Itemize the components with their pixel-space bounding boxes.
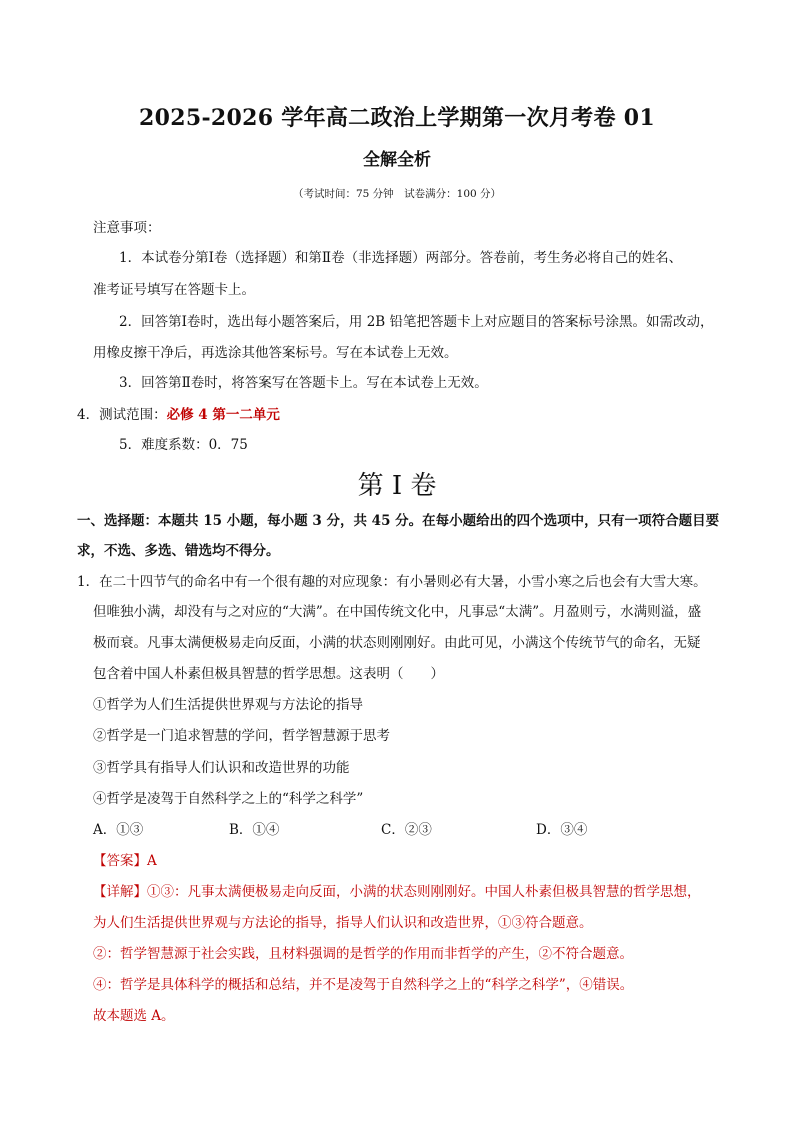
option-a: A．①③ [93, 822, 144, 838]
statement-2: ②哲学是一门追求智慧的学问，哲学智慧源于思考 [93, 728, 390, 744]
option-c: C．②③ [381, 822, 432, 838]
note-2-line-2: 用橡皮擦干净后，再选涂其他答案标号。写在本试卷上无效。 [93, 345, 458, 361]
volume-title: 第 I 卷 [357, 471, 437, 501]
exam-info: （考试时间：75 分钟 试卷满分：100 分） [292, 188, 502, 200]
question-1-stem-line-2: 但唯独小满，却没有与之对应的“大满”。在中国传统文化中，凡事忌“太满”。月盈则亏，水满则溢，盛 [93, 604, 702, 620]
note-5: 5．难度系数：0．75 [119, 437, 248, 453]
section-instruction-line-2: 求，不选、多选、错选均不得分。 [77, 543, 280, 559]
note-3: 3．回答第Ⅱ卷时，将答案写在答题卡上。写在本试卷上无效。 [119, 375, 488, 391]
test-scope: 必修 4 第一二单元 [166, 407, 280, 423]
detail-line-1: 【详解】①③：凡事太满便极易走向反面，小满的状态则刚刚好。中国人朴素但极具智慧的哲学思想， [93, 884, 701, 900]
question-1-stem-line-3: 极而衰。凡事太满便极易走向反面，小满的状态则刚刚好。由此可见，小满这个传统节气的命名，无疑 [93, 635, 701, 651]
page-subtitle: 全解全析 [363, 150, 431, 170]
statement-4: ④哲学是凌驾于自然科学之上的“科学之科学” [93, 791, 364, 807]
note-2-line-1: 2．回答第Ⅰ卷时，选出每小题答案后，用 2B 铅笔把答题卡上对应题目的答案标号涂黑。如需改动， [119, 314, 714, 330]
page-title: 2025-2026 学年高二政治上学期第一次月考卷 01 [139, 105, 655, 131]
answer: 【答案】A [93, 853, 157, 869]
notes-heading: 注意事项： [93, 220, 161, 236]
detail-line-4: ④：哲学是具体科学的概括和总结，并不是凌驾于自然科学之上的“科学之科学”，④错误。 [93, 977, 634, 993]
conclusion: 故本题选 A。 [93, 1008, 175, 1024]
note-4 [77, 405, 280, 425]
option-b: B．①④ [229, 822, 280, 838]
note-1-line-2: 准考证号填写在答题卡上。 [93, 282, 255, 298]
statement-1: ①哲学为人们生活提供世界观与方法论的指导 [93, 697, 363, 713]
detail-line-2: 为人们生活提供世界观与方法论的指导，指导人们认识和改造世界，①③符合题意。 [93, 915, 593, 931]
question-1-stem-line-1: 1．在二十四节气的命名中有一个很有趣的对应现象：有小暑则必有大暑，小雪小寒之后也会有大雪大寒。 [77, 574, 707, 590]
question-1-stem-line-4: 包含着中国人朴素但极具智慧的哲学思想。这表明（ ） [93, 666, 444, 682]
note-1-line-1: 1．本试卷分第Ⅰ卷（选择题）和第Ⅱ卷（非选择题）两部分。答卷前，考生务必将自己的姓名、 [119, 250, 683, 266]
statement-3: ③哲学具有指导人们认识和改造世界的功能 [93, 760, 350, 776]
section-instruction-line-1: 一、选择题：本题共 15 小题，每小题 3 分，共 45 分。在每小题给出的四个选项中，只有一项符合题目要 [77, 513, 720, 529]
detail-line-3: ②：哲学智慧源于社会实践，且材料强调的是哲学的作用而非哲学的产生，②不符合题意。 [93, 946, 633, 962]
option-d: D．③④ [536, 822, 588, 838]
note-4-label: 4．测试范围： [77, 407, 167, 423]
